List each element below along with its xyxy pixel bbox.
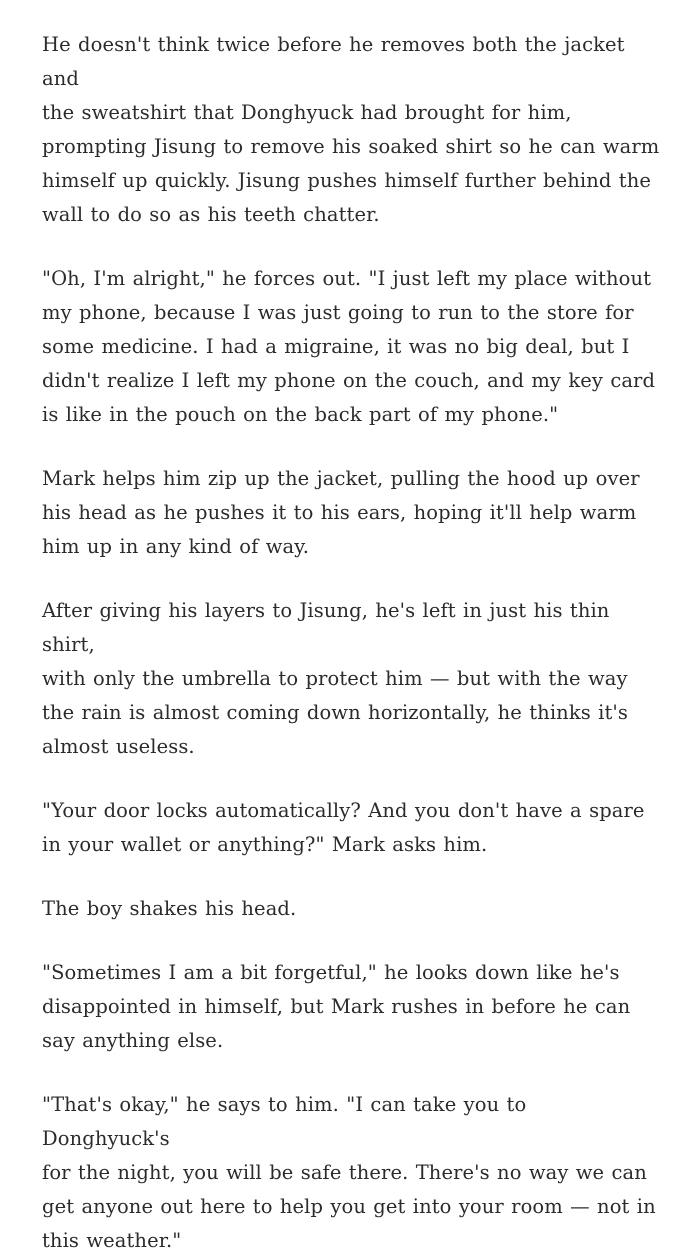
- story-paragraph-8: "That's okay," he says to him. "I can take you to Donghyuck's for the night, you will be safe there. There's no way we can get anyone out here to help you get into your room — not in this weather.": [42, 1093, 656, 1252]
- story-paragraph-1: He doesn't think twice before he removes both the jacket and the sweatshirt that Donghyuck had brought for him, prompting Jisung to remove his soaked shirt so he can warm himself up quickly. Jisung pushes himself further behind the wall to do so as his teeth chatter.: [42, 33, 660, 226]
- story-paragraph-6: The boy shakes his head.: [42, 897, 297, 920]
- story-paragraph-7: "Sometimes I am a bit forgetful," he looks down like he's disappointed in himself, but Mark rushes in before he can say anything else.: [42, 961, 631, 1052]
- story-paragraph-2: "Oh, I'm alright," he forces out. "I just left my place without my phone, because I was just going to run to the store for some medicine. I had a migraine, it was no big deal, but I didn't realize I left my phone on the couch, and my key card is like in the pouch on the back part of my phone.": [42, 267, 656, 426]
- story-paragraph-3: Mark helps him zip up the jacket, pulling the hood up over his head as he pushes it to his ears, hoping it'll help warm him up in any kind of way.: [42, 467, 640, 558]
- story-paragraph-4: After giving his layers to Jisung, he's left in just his thin shirt, with only the umbrella to protect him — but with the way the rain is almost coming down horizontally, he thinks it's almost useless.: [42, 599, 628, 758]
- story-paragraph-5: "Your door locks automatically? And you don't have a spare in your wallet or anything?" Mark asks him.: [42, 799, 645, 856]
